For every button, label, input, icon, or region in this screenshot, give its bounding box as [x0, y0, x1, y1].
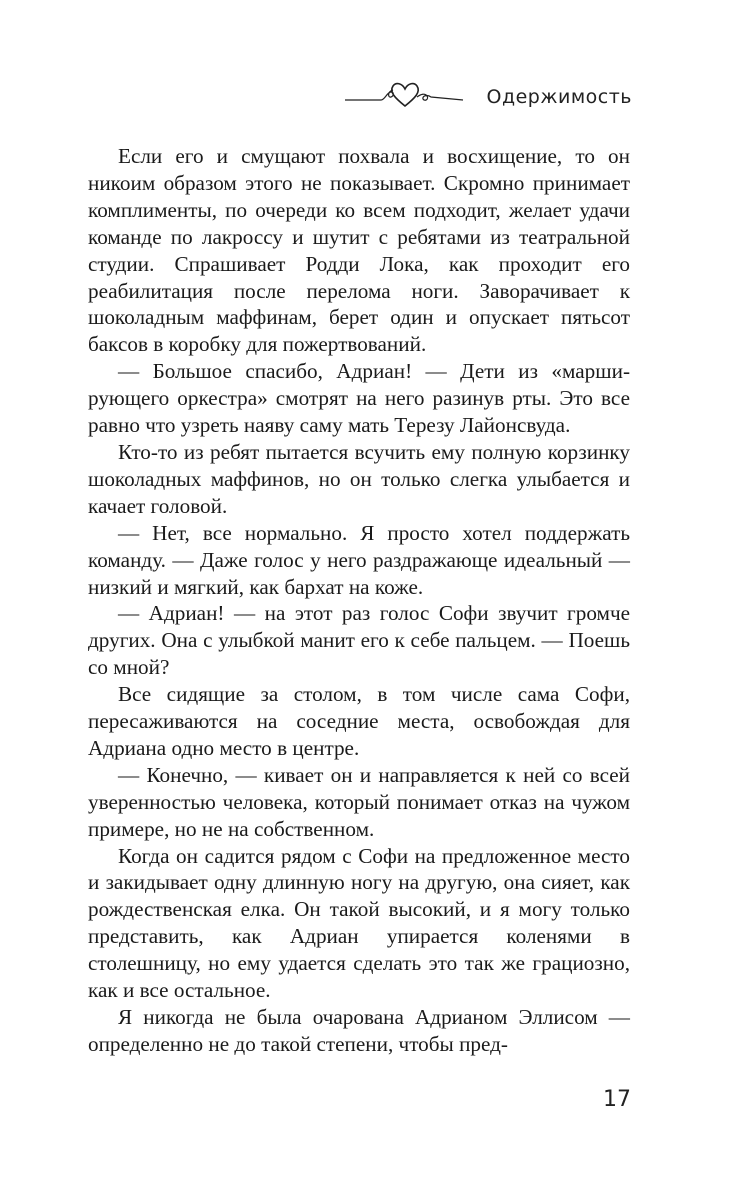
paragraph: — Большое спасибо, Адриан! — Дети из «марширующего оркестра» смотрят на него разинув рты. Это все равно что узреть наяву саму мать Терезу Лайонсвуда.: [88, 359, 630, 438]
paragraph: — Адриан! — на этот раз голос Софи звучит громче других. Она с улыбкой манит его к себе пальцем. — Поешь со мной?: [88, 601, 630, 680]
paragraph: Когда он садится рядом с Софи на предложенное место и закидывает одну длинную ногу на другую, она сияет, как рождественская елка. Он такой высокий, и я могу только представить, как Адриан упирается коленями в столешницу, но ему удается сделать это так же грациозно, как и все остальное.: [88, 843, 630, 1003]
paragraph: — Нет, все нормально. Я просто хотел поддержать команду. — Даже голос у него раздражающе идеальный — низкий и мягкий, как бархат на коже.: [88, 520, 630, 599]
page-header: [0, 72, 738, 112]
body-text: [88, 143, 630, 1058]
paragraph: Все сидящие за столом, в том числе сама Софи, пересаживаются на соседние места, освобождая для Адриана одно место в центре.: [88, 682, 630, 760]
paragraph: Если его и смущают похвала и восхищение, то он никоим образом этого не показывает. Скромно принимает комплименты, по очереди ко всем подходит, желает удачи команде по лакроссу и шутит с ребятами из театральной студии. Спрашивает Родди Лока, как проходит его реабилитация после перелома ноги. Заворачивает к шоколадным маффинам, берет один и опускает пятьсот баксов в коробку для пожертвований.: [88, 144, 630, 357]
paragraph: Кто-то из ребят пытается всучить ему полную корзинку шоколадных маффинов, но он только слегка улыбается и качает головой.: [88, 439, 630, 518]
paragraph: Я никогда не была очарована Адрианом Эллисом — определенно не до такой степени, чтобы пред-: [88, 1005, 630, 1056]
heart-swirl-icon: [345, 80, 465, 110]
running-title: Одержимость: [486, 86, 632, 108]
page-number: 17: [603, 1087, 631, 1112]
paragraph: — Конечно, — кивает он и направляется к ней со всей уверенностью человека, который понимает отказ на чужом примере, но не на собственном.: [88, 762, 630, 841]
